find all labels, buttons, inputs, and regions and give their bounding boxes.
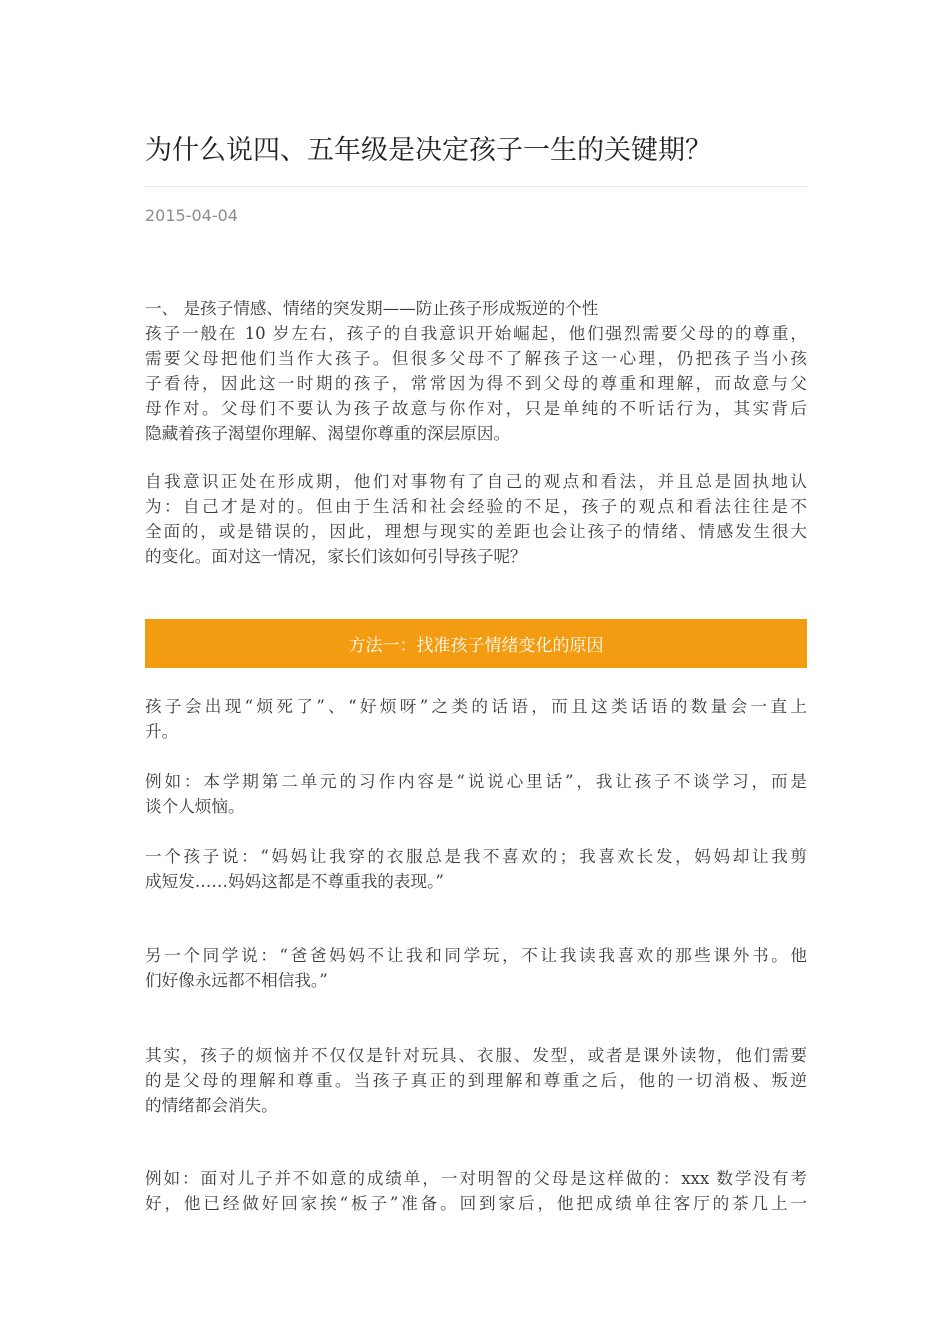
method-1-paragraph-5 bbox=[145, 1043, 807, 1118]
paragraph-line: 母作对。父母们不要认为孩子故意与你作对，只是单纯的不听话行为，其实背后 bbox=[145, 399, 807, 418]
paragraph-line: 需要父母把他们当作大孩子。但很多父母不了解孩子这一心理，仍把孩子当小孩 bbox=[145, 349, 807, 368]
paragraph-line: 的是父母的理解和尊重。当孩子真正的到理解和尊重之后，他的一切消极、叛逆 bbox=[145, 1071, 807, 1090]
section-1-block bbox=[145, 296, 807, 446]
method-1-paragraph-1 bbox=[145, 694, 807, 744]
paragraph-line: 孩子会出现“烦死了”、“好烦呀”之类的话语，而且这类话语的数量会一直上 bbox=[145, 697, 807, 716]
paragraph-line: 子看待，因此这一时期的孩子，常常因为得不到父母的尊重和理解，而故意与父 bbox=[145, 374, 807, 393]
paragraph-line: 孩子一般在 10 岁左右，孩子的自我意识开始崛起，他们强烈需要父母的的尊重， bbox=[145, 324, 807, 343]
section-1-paragraph-2 bbox=[145, 469, 807, 569]
paragraph-line: 谈个人烦恼。 bbox=[145, 797, 245, 816]
paragraph-line: 的变化。面对这一情况，家长们该如何引导孩子呢？ bbox=[145, 547, 527, 566]
method-1-paragraph-2 bbox=[145, 769, 807, 819]
paragraph-line: 自我意识正处在形成期，他们对事物有了自己的观点和看法，并且总是固执地认 bbox=[145, 472, 807, 491]
paragraph-line: 的情绪都会消失。 bbox=[145, 1096, 278, 1115]
method-1-paragraph-6 bbox=[145, 1166, 807, 1216]
section-1-heading: 一、 是孩子情感、情绪的突发期——防止孩子形成叛逆的个性 bbox=[145, 299, 599, 318]
paragraph-line: 另一个同学说：“爸爸妈妈不让我和同学玩，不让我读我喜欢的那些课外书。他 bbox=[145, 946, 807, 965]
publish-date: 2015-04-04 bbox=[145, 206, 238, 225]
paragraph-line: 们好像永远都不相信我。” bbox=[145, 971, 328, 990]
paragraph-line: 全面的，或是错误的，因此，理想与现实的差距也会让孩子的情绪、情感发生很大 bbox=[145, 522, 807, 541]
paragraph-line: 其实，孩子的烦恼并不仅仅是针对玩具、衣服、发型，或者是课外读物，他们需要 bbox=[145, 1046, 807, 1065]
paragraph-line: 例如：面对儿子并不如意的成绩单，一对明智的父母是这样做的：xxx 数学没有考 bbox=[145, 1169, 807, 1188]
paragraph-line: 升。 bbox=[145, 722, 179, 741]
paragraph-line: 隐藏着孩子渴望你理解、渴望你尊重的深层原因。 bbox=[145, 424, 511, 443]
method-1-paragraph-3 bbox=[145, 844, 807, 894]
method-1-paragraph-4 bbox=[145, 943, 807, 993]
article-title: 为什么说四、五年级是决定孩子一生的关键期？ bbox=[145, 135, 712, 166]
paragraph-line: 一个孩子说：“妈妈让我穿的衣服总是我不喜欢的；我喜欢长发，妈妈却让我剪 bbox=[145, 847, 807, 866]
paragraph-line: 例如：本学期第二单元的习作内容是“说说心里话”，我让孩子不谈学习，而是 bbox=[145, 772, 807, 791]
method-1-banner bbox=[145, 619, 807, 668]
method-1-banner-text: 方法一：找准孩子情绪变化的原因 bbox=[348, 636, 604, 656]
paragraph-line: 为：自己才是对的。但由于生活和社会经验的不足，孩子的观点和看法往往是不 bbox=[145, 497, 807, 516]
paragraph-line: 好，他已经做好回家挨“板子”准备。回到家后，他把成绩单往客厅的茶几上一 bbox=[145, 1194, 807, 1213]
paragraph-line: 成短发……妈妈这都是不尊重我的表现。” bbox=[145, 872, 444, 891]
title-divider bbox=[145, 186, 807, 187]
